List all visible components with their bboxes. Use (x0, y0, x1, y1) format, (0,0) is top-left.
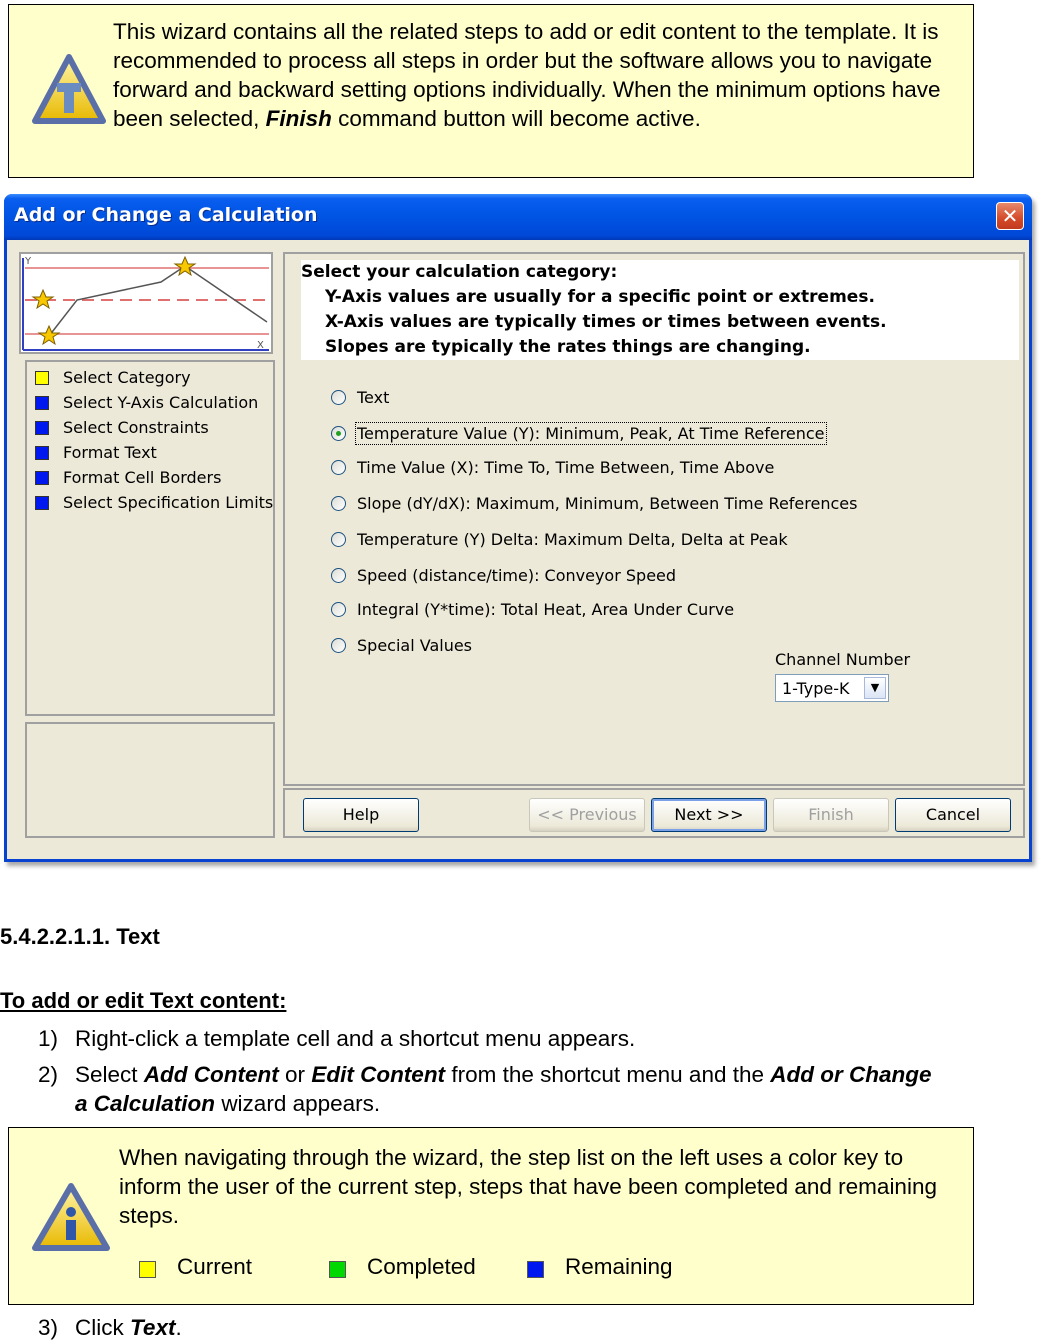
star-icon (33, 290, 53, 308)
list-item: 1) Right-click a template cell and a shortcut menu appears. (38, 1026, 636, 1051)
completed-swatch (329, 1261, 346, 1278)
channel-number-value: 1-Type-K (782, 679, 850, 698)
color-key-note-text: When navigating through the wizard, the step list on the left uses a color key to inform the user of the current step, steps that have been completed and remaining steps. (119, 1145, 937, 1228)
list-item: 2) Select Add Content or Edit Content from the shortcut menu and the Add or Change a Calculation wizard appears. (38, 1062, 932, 1116)
step-color-key (35, 471, 49, 485)
channel-number-select[interactable] (775, 674, 889, 702)
finish-button[interactable]: Finish (773, 798, 889, 832)
list-item: 3) Click Text. (38, 1315, 182, 1340)
wizard-note (8, 4, 974, 178)
preview-axis-y: Y (25, 256, 32, 267)
close-button[interactable]: ✕ (996, 202, 1024, 230)
empty-info-box (25, 722, 275, 838)
category-line: Y-Axis values are usually for a specific point or extremes. (325, 287, 875, 307)
preview-graph-svg (21, 254, 271, 352)
current-swatch (139, 1261, 156, 1278)
preview-axis-x: X (257, 340, 264, 351)
step-color-key (35, 496, 49, 510)
cancel-button[interactable]: Cancel (895, 798, 1011, 832)
procedure-heading: To add or edit Text content: (0, 988, 287, 1013)
category-panel: Select your calculation category: Y-Axis values are usually for a specific point or extremes. X-Axis values are typically times or times between events. Slopes are typically the rates things are changing. Text Temperature Value (Y): Minimum, Peak, At Time Reference Time Value (X): Time To, Time Between, Time Above Slope (dY/dX): Maximum, Minimum, Between Time References Temperature (Y) Delta: Maximum Delta, Delta at Peak Speed (distance/time): Conveyor Speed Integral (Y*time): Total Heat, Area Under Curve Special Values Channel Number 1-Type-K ▼ (283, 252, 1025, 786)
calculation-wizard-dialog (4, 194, 1032, 862)
step-color-key (35, 396, 49, 410)
help-button[interactable]: Help (303, 798, 419, 832)
step-list: Select Category Select Y-Axis Calculation Select Constraints Format Text Format Cell Borders Select Specification Limits (25, 360, 275, 716)
channel-number-label: Channel Number (775, 650, 911, 669)
star-icon (39, 326, 59, 344)
step-color-key (35, 446, 49, 460)
category-heading: Select your calculation category: (301, 262, 618, 282)
category-line: Slopes are typically the rates things are changing. (325, 337, 811, 357)
category-description (301, 260, 1019, 360)
wizard-note-text: This wizard contains all the related steps to add or edit content to the template. It is recommended to process all steps in order but the software allows you to navigate forward and backward setting options individually. When the minimum options have been selected, Finish command button will become active. (113, 19, 941, 131)
star-icon (175, 257, 195, 275)
previous-button[interactable]: << Previous (529, 798, 645, 832)
section-heading: 5.4.2.2.1.1. Text (0, 924, 160, 949)
dialog-title: Add or Change a Calculation (14, 204, 318, 226)
calculation-preview-graph (19, 252, 273, 354)
tool-hint-icon (31, 53, 107, 134)
button-bar (283, 788, 1025, 838)
step-color-key (35, 371, 49, 385)
step-color-key (35, 421, 49, 435)
chevron-down-icon[interactable]: ▼ (864, 677, 886, 699)
title-bar[interactable] (4, 194, 1032, 240)
next-button[interactable]: Next >> (651, 798, 767, 832)
info-icon (31, 1182, 111, 1259)
category-line: X-Axis values are typically times or times between events. (325, 312, 887, 332)
remaining-swatch (527, 1261, 544, 1278)
color-key-note: When navigating through the wizard, the step list on the left uses a color key to inform the user of the current step, steps that have been completed and remaining steps. Current Completed Remaining (8, 1127, 974, 1305)
